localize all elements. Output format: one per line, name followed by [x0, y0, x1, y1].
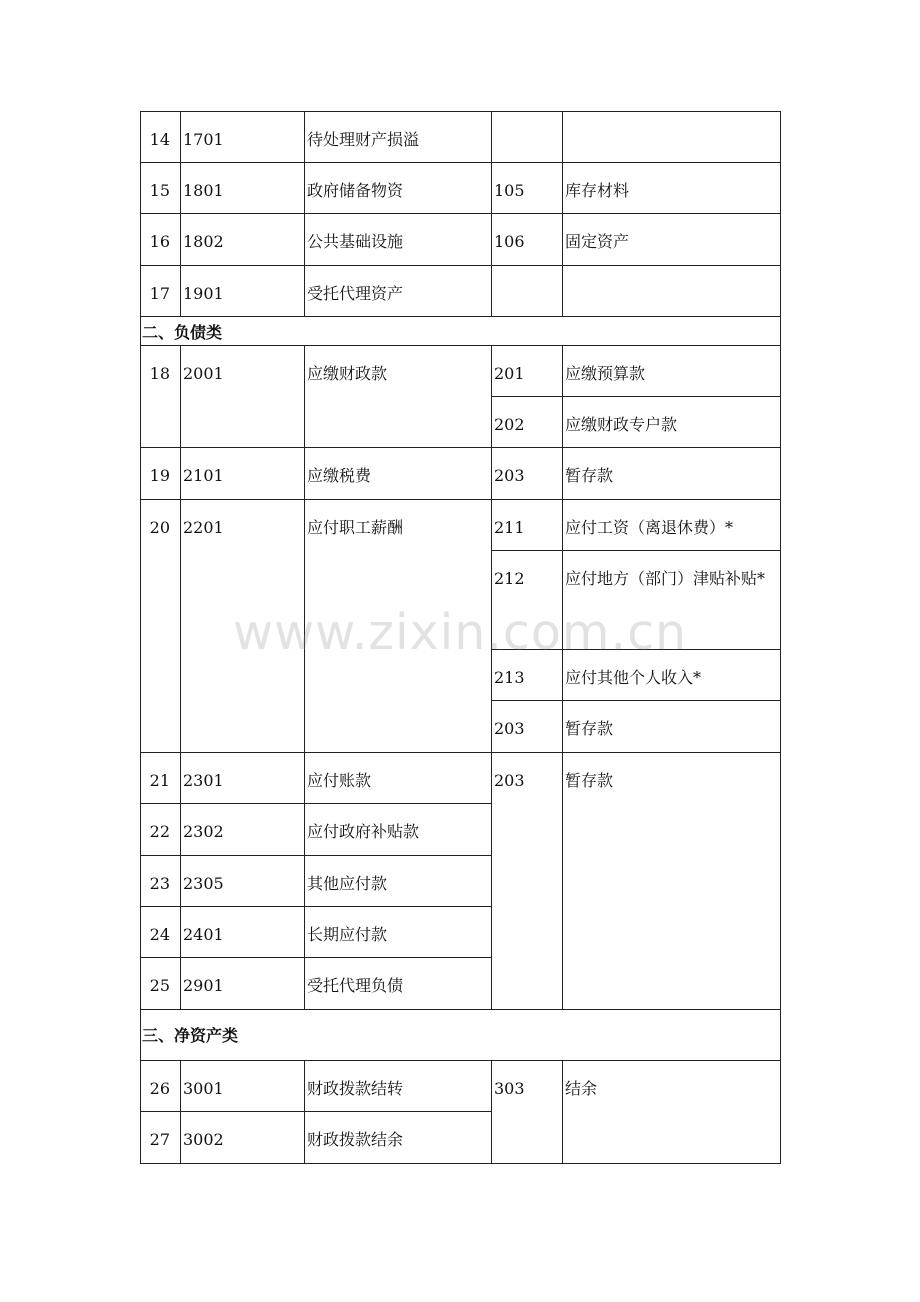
table-row — [141, 753, 781, 804]
new-code: 2301 — [181, 753, 305, 804]
old-name: 应缴预算款 — [563, 346, 781, 397]
old-name: 结余 — [563, 1061, 781, 1164]
old-code: 203 — [492, 448, 563, 500]
account-mapping-table — [140, 111, 781, 1164]
watermark: www.zixin.com.cn — [233, 604, 688, 661]
old-name: 暂存款 — [563, 448, 781, 500]
new-name: 其他应付款 — [305, 856, 492, 907]
old-code: 202 — [492, 397, 563, 448]
new-code: 3002 — [181, 1112, 305, 1164]
new-code: 2901 — [181, 958, 305, 1010]
old-name: 应付地方（部门）津贴补贴* — [563, 551, 781, 650]
old-name: 暂存款 — [563, 753, 781, 1010]
row-number: 21 — [141, 753, 181, 804]
new-name: 财政拨款结余 — [305, 1112, 492, 1164]
old-code: 303 — [492, 1061, 563, 1164]
old-code: 106 — [492, 214, 563, 266]
table-row — [141, 266, 781, 317]
row-number: 27 — [141, 1112, 181, 1164]
new-code: 2001 — [181, 346, 305, 448]
old-code: 211 — [492, 500, 563, 551]
row-number: 16 — [141, 214, 181, 266]
new-name: 长期应付款 — [305, 907, 492, 958]
old-code: 203 — [492, 701, 563, 753]
new-code: 1802 — [181, 214, 305, 266]
new-name: 应付职工薪酬 — [305, 500, 492, 753]
old-name: 库存材料 — [563, 163, 781, 214]
new-code: 2401 — [181, 907, 305, 958]
row-number: 19 — [141, 448, 181, 500]
table-row — [141, 346, 781, 397]
new-name: 政府储备物资 — [305, 163, 492, 214]
row-number: 17 — [141, 266, 181, 317]
old-name — [563, 112, 781, 163]
new-name: 受托代理资产 — [305, 266, 492, 317]
old-name: 应付工资（离退休费）* — [563, 500, 781, 551]
new-name: 应缴财政款 — [305, 346, 492, 448]
table-row — [141, 448, 781, 500]
old-code — [492, 112, 563, 163]
new-name: 应缴税费 — [305, 448, 492, 500]
section-heading-liabilities: 二、负债类 — [141, 317, 781, 346]
old-code — [492, 266, 563, 317]
new-name: 公共基础设施 — [305, 214, 492, 266]
new-code: 1701 — [181, 112, 305, 163]
old-code: 105 — [492, 163, 563, 214]
new-name: 待处理财产损溢 — [305, 112, 492, 163]
new-code: 2201 — [181, 500, 305, 753]
table-row — [141, 112, 781, 163]
row-number: 23 — [141, 856, 181, 907]
row-number: 14 — [141, 112, 181, 163]
new-code: 1901 — [181, 266, 305, 317]
row-number: 18 — [141, 346, 181, 448]
old-code: 213 — [492, 650, 563, 701]
section-row — [141, 1010, 781, 1061]
row-number: 20 — [141, 500, 181, 753]
old-name — [563, 266, 781, 317]
old-name: 暂存款 — [563, 701, 781, 753]
new-name: 应付账款 — [305, 753, 492, 804]
row-number: 25 — [141, 958, 181, 1010]
new-code: 2101 — [181, 448, 305, 500]
row-number: 26 — [141, 1061, 181, 1112]
new-code: 1801 — [181, 163, 305, 214]
new-name: 财政拨款结转 — [305, 1061, 492, 1112]
old-name: 应付其他个人收入* — [563, 650, 781, 701]
old-name: 固定资产 — [563, 214, 781, 266]
old-code: 201 — [492, 346, 563, 397]
section-heading-net-assets: 三、净资产类 — [141, 1010, 781, 1061]
new-code: 3001 — [181, 1061, 305, 1112]
new-name: 应付政府补贴款 — [305, 804, 492, 856]
new-code: 2305 — [181, 856, 305, 907]
old-name: 应缴财政专户款 — [563, 397, 781, 448]
table-row — [141, 500, 781, 551]
old-code: 203 — [492, 753, 563, 1010]
table-row — [141, 163, 781, 214]
section-row — [141, 317, 781, 346]
old-code: 212 — [492, 551, 563, 650]
new-name: 受托代理负债 — [305, 958, 492, 1010]
row-number: 24 — [141, 907, 181, 958]
table-row — [141, 1061, 781, 1112]
row-number: 15 — [141, 163, 181, 214]
row-number: 22 — [141, 804, 181, 856]
table-row — [141, 214, 781, 266]
new-code: 2302 — [181, 804, 305, 856]
